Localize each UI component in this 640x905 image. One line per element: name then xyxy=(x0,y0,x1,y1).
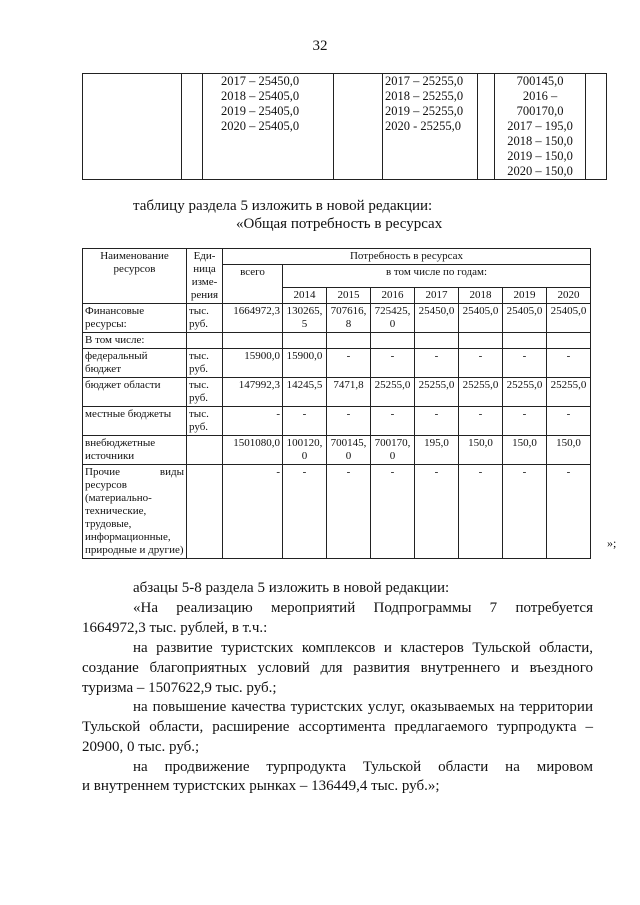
row-value: - xyxy=(415,407,459,436)
year-line: 2019 – 150,0 xyxy=(507,149,573,163)
years-cell xyxy=(495,74,586,180)
header-unit: Еди-ница изме-рения xyxy=(187,249,223,304)
year-line: 2019 – 25255,0 xyxy=(385,104,464,118)
row-value: - xyxy=(547,407,591,436)
row-total: - xyxy=(223,465,283,559)
row-total: - xyxy=(223,407,283,436)
year-line: 2018 – 25255,0 xyxy=(385,89,464,103)
table-row xyxy=(83,304,591,333)
row-value: 15900,0 xyxy=(283,349,327,378)
year-lines-list xyxy=(383,74,477,134)
year-line: 2019 – 25405,0 xyxy=(221,104,300,118)
row-value: 700145, 0 xyxy=(327,436,371,465)
row-value: - xyxy=(283,407,327,436)
row-value xyxy=(459,333,503,349)
row-value: - xyxy=(459,465,503,559)
year-line: 2017 – 25450,0 xyxy=(221,74,300,88)
body-paragraph: и внутреннем туристских рынках – 136449,4 тыс. руб.»; xyxy=(82,778,440,794)
header-year: 2015 xyxy=(327,288,371,304)
row-value: 725425, 0 xyxy=(371,304,415,333)
row-value: - xyxy=(371,407,415,436)
table-row xyxy=(83,333,591,349)
header-year: 2018 xyxy=(459,288,503,304)
table-row xyxy=(83,407,591,436)
year-line: 2020 – 150,0 xyxy=(507,164,573,178)
row-name: федеральный бюджет xyxy=(83,349,187,378)
row-value: - xyxy=(503,407,547,436)
table-heading: «Общая потребность в ресурсах xyxy=(236,216,443,232)
row-value: 25255,0 xyxy=(459,378,503,407)
table-row xyxy=(83,378,591,407)
body-paragraph: создание благоприятных условий для развития внутреннего и въездного xyxy=(82,660,593,676)
row-value: - xyxy=(503,465,547,559)
year-line: 2020 - 25255,0 xyxy=(385,119,462,133)
row-value: 14245,5 xyxy=(283,378,327,407)
row-unit xyxy=(187,333,223,349)
row-value xyxy=(327,333,371,349)
body-paragraph: абзацы 5-8 раздела 5 изложить в новой редакции: xyxy=(133,580,450,596)
table-row xyxy=(83,349,591,378)
row-name: местные бюджеты xyxy=(83,407,187,436)
row-unit xyxy=(187,436,223,465)
row-value xyxy=(283,333,327,349)
row-total: 15900,0 xyxy=(223,349,283,378)
row-value: - xyxy=(327,465,371,559)
row-total: 147992,3 xyxy=(223,378,283,407)
year-line: 700170,0 xyxy=(516,104,564,118)
closing-mark: »; xyxy=(607,536,617,550)
year-lines-list xyxy=(203,74,333,134)
row-value: 25405,0 xyxy=(503,304,547,333)
row-value: 25255,0 xyxy=(503,378,547,407)
empty-cell xyxy=(334,74,383,180)
row-name: В том числе: xyxy=(83,333,187,349)
header-need: Потребность в ресурсах xyxy=(223,249,591,265)
table-row xyxy=(83,465,591,559)
body-paragraph: на продвижение турпродукта Тульской области на мировом xyxy=(133,759,593,775)
resources-table xyxy=(82,248,591,559)
year-line: 2016 – xyxy=(522,89,558,103)
row-value: 25405,0 xyxy=(459,304,503,333)
row-value xyxy=(503,333,547,349)
row-value: - xyxy=(371,465,415,559)
empty-cell xyxy=(586,74,607,180)
row-value: 130265, 5 xyxy=(283,304,327,333)
row-value: 100120, 0 xyxy=(283,436,327,465)
row-name: Прочие виды ресурсов (материально-технические, трудовые, информационные, природные и другие) xyxy=(83,465,187,559)
row-value xyxy=(371,333,415,349)
row-value: - xyxy=(415,465,459,559)
body-paragraph: Тульской области, расширение ассортимента предлагаемого турпродукта – xyxy=(82,719,593,735)
row-total: 1501080,0 xyxy=(223,436,283,465)
row-unit xyxy=(187,465,223,559)
row-value: - xyxy=(459,349,503,378)
row-name: бюджет области xyxy=(83,378,187,407)
page-number: 32 xyxy=(312,38,328,54)
body-paragraph: «На реализацию мероприятий Подпрограммы 7 потребуется xyxy=(133,600,593,616)
row-name: внебюджетные источники xyxy=(83,436,187,465)
row-value: - xyxy=(327,349,371,378)
row-value: - xyxy=(547,349,591,378)
row-value: - xyxy=(327,407,371,436)
row-name: Финансовые ресурсы: xyxy=(83,304,187,333)
header-year: 2020 xyxy=(547,288,591,304)
body-paragraph: 1664972,3 тыс. рублей, в т.ч.: xyxy=(82,620,268,636)
row-value: - xyxy=(415,349,459,378)
year-line: 2017 – 25255,0 xyxy=(385,74,464,88)
table-row xyxy=(83,436,591,465)
year-line: 2017 – 195,0 xyxy=(507,119,573,133)
row-value xyxy=(415,333,459,349)
row-value: 700170, 0 xyxy=(371,436,415,465)
header-total: всего xyxy=(223,265,283,304)
year-line: 2018 – 150,0 xyxy=(507,134,573,148)
body-paragraph: на повышение качества туристских услуг, оказываемых на территории xyxy=(133,699,593,715)
row-value: - xyxy=(371,349,415,378)
row-unit: тыс. руб. xyxy=(187,349,223,378)
header-by-years: в том числе по годам: xyxy=(283,265,591,288)
year-line: 2018 – 25405,0 xyxy=(221,89,300,103)
continuation-table xyxy=(82,73,607,180)
row-unit: тыс. руб. xyxy=(187,304,223,333)
row-value: 25255,0 xyxy=(415,378,459,407)
year-line: 2020 – 25405,0 xyxy=(221,119,300,133)
body-paragraph: 20900, 0 тыс. руб.; xyxy=(82,739,200,755)
row-value: - xyxy=(459,407,503,436)
header-year: 2017 xyxy=(415,288,459,304)
row-value: 25255,0 xyxy=(371,378,415,407)
year-lines-list xyxy=(495,74,585,179)
row-value: 25405,0 xyxy=(547,304,591,333)
row-value xyxy=(547,333,591,349)
header-name: Наименование ресурсов xyxy=(83,249,187,304)
row-value: 150,0 xyxy=(547,436,591,465)
row-value: - xyxy=(283,465,327,559)
intro-line: таблицу раздела 5 изложить в новой редакции: xyxy=(133,198,433,214)
row-value: - xyxy=(503,349,547,378)
row-unit: тыс. руб. xyxy=(187,378,223,407)
body-paragraph: на развитие туристских комплексов и кластеров Тульской области, xyxy=(133,640,593,656)
row-value: 25255,0 xyxy=(547,378,591,407)
body-paragraph: туризма – 1507622,9 тыс. руб.; xyxy=(82,680,277,696)
row-value: 150,0 xyxy=(459,436,503,465)
years-cell xyxy=(383,74,478,180)
row-value: - xyxy=(547,465,591,559)
header-year: 2016 xyxy=(371,288,415,304)
header-year: 2019 xyxy=(503,288,547,304)
row-total xyxy=(223,333,283,349)
row-value: 707616, 8 xyxy=(327,304,371,333)
years-cell xyxy=(203,74,334,180)
row-value: 7471,8 xyxy=(327,378,371,407)
year-line: 700145,0 xyxy=(516,74,564,88)
row-total: 1664972,3 xyxy=(223,304,283,333)
row-unit: тыс. руб. xyxy=(187,407,223,436)
empty-cell xyxy=(83,74,182,180)
header-year: 2014 xyxy=(283,288,327,304)
empty-cell xyxy=(182,74,203,180)
row-value: 150,0 xyxy=(503,436,547,465)
row-value: 25450,0 xyxy=(415,304,459,333)
empty-cell xyxy=(478,74,495,180)
row-value: 195,0 xyxy=(415,436,459,465)
